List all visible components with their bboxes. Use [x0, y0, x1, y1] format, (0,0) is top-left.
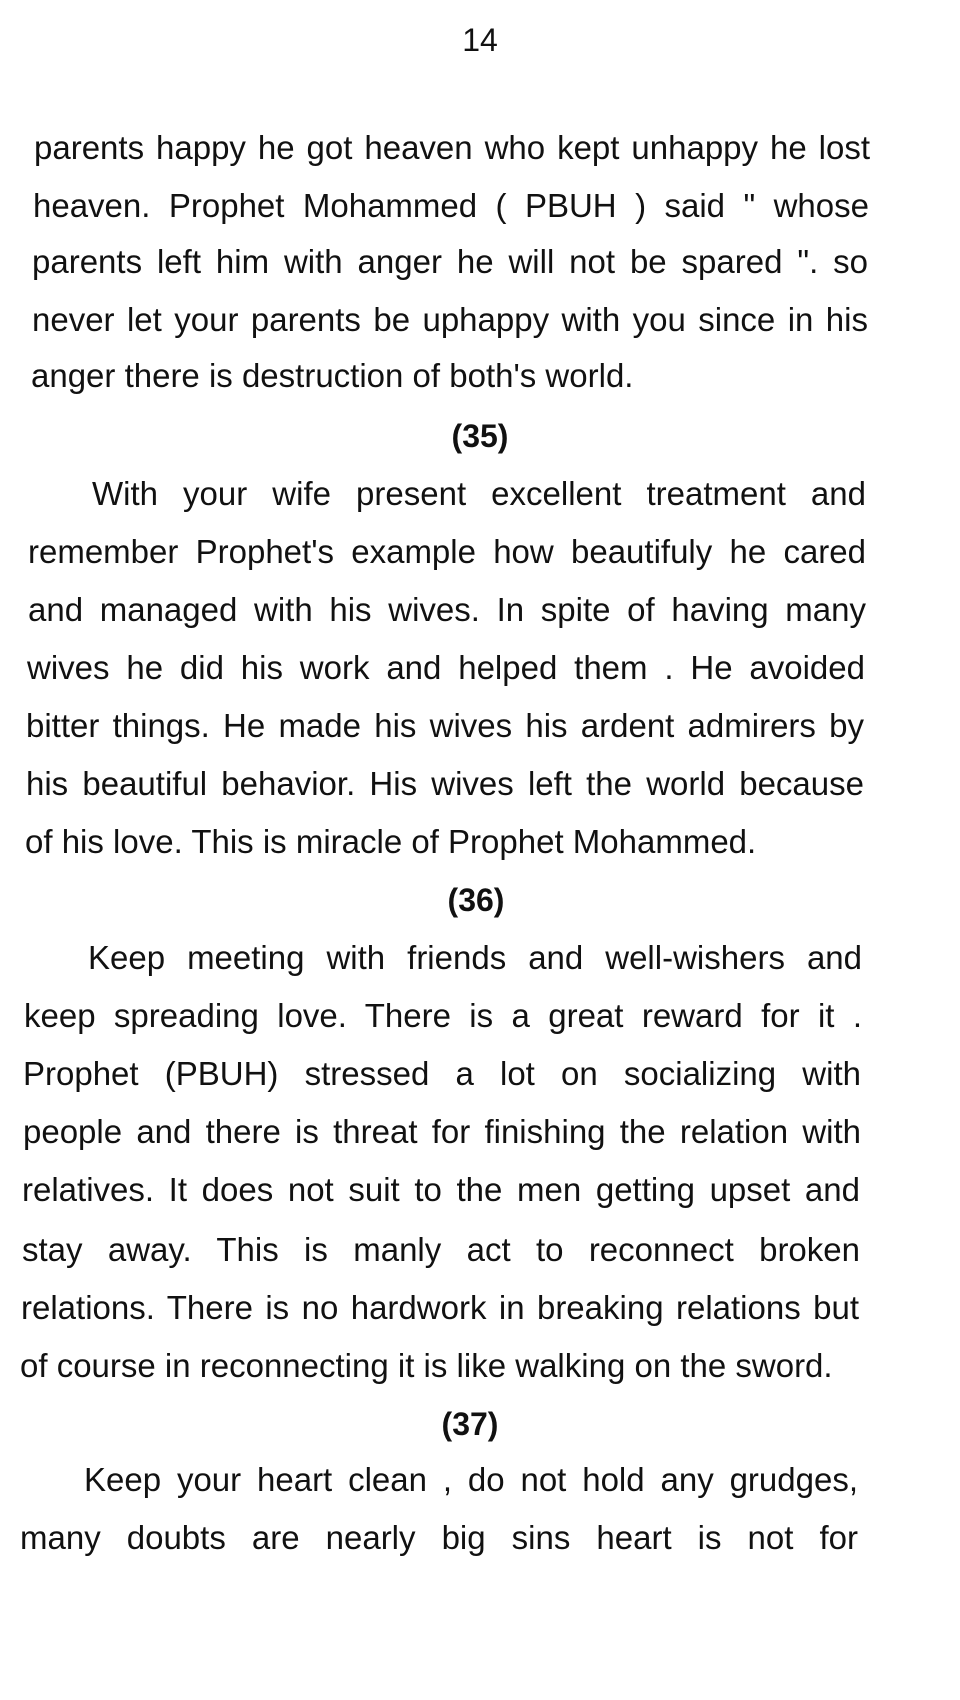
page-number: 14 [462, 22, 498, 58]
text-line: relatives. It does not suit to the men getting upset and [22, 1171, 860, 1208]
text-line: keep spreading love. There is a great reward for it . [24, 997, 862, 1034]
text-line: Keep your heart clean , do not hold any grudges, [84, 1461, 858, 1498]
text-line: Keep meeting with friends and well-wishers and [88, 939, 862, 976]
text-line: parents left him with anger he will not be spared ". so [32, 243, 868, 280]
text-line: stay away. This is manly act to reconnect broken [22, 1231, 860, 1268]
text-line: of his love. This is miracle of Prophet Mohammed. [25, 823, 757, 860]
text-line: anger there is destruction of both's world. [31, 357, 634, 394]
text-line: With your wife present excellent treatment and [92, 475, 866, 512]
section-heading: (35) [451, 418, 509, 454]
text-line: never let your parents be uphappy with you since in his [32, 301, 868, 338]
section-heading: (36) [447, 882, 505, 918]
text-line: and managed with his wives. In spite of having many [28, 591, 866, 628]
text-line: heaven. Prophet Mohammed ( PBUH ) said " whose [33, 187, 869, 224]
text-line: people and there is threat for finishing the relation with [23, 1113, 861, 1150]
text-line: bitter things. He made his wives his ardent admirers by [26, 707, 864, 744]
text-line: parents happy he got heaven who kept unhappy he lost [34, 129, 870, 166]
text-line: relations. There is no hardwork in breaking relations but [21, 1289, 859, 1326]
section-heading: (37) [441, 1406, 499, 1442]
text-line: wives he did his work and helped them . He avoided [27, 649, 865, 686]
text-line: of course in reconnecting it is like walking on the sword. [20, 1347, 833, 1384]
text-line: his beautiful behavior. His wives left the world because [26, 765, 864, 802]
text-line: remember Prophet's example how beautifuly he cared [28, 533, 866, 570]
text-line: Prophet (PBUH) stressed a lot on socializing with [23, 1055, 861, 1092]
text-line: many doubts are nearly big sins heart is not for [20, 1519, 858, 1556]
